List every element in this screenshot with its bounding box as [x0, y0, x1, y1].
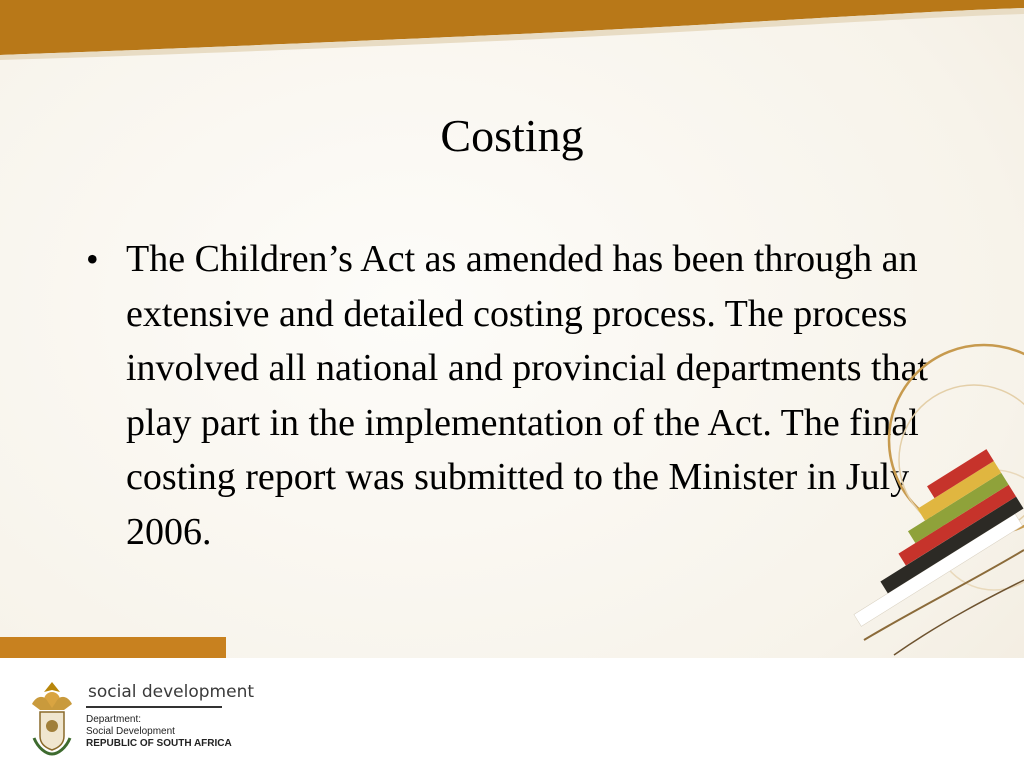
logo-divider — [86, 706, 222, 708]
bullet-item: The Children’s Act as amended has been through an extensive and detailed costing process. The process involved all national and provincial departments that play part in the implementation of the Act. The final costing report was submitted to the Minister in July 2006. — [126, 238, 928, 553]
footer-accent-strip — [0, 637, 226, 658]
logo-wordmark: social development — [88, 682, 255, 702]
department-label — [86, 714, 232, 750]
beadwork-decoration — [824, 320, 1024, 660]
footer — [0, 658, 1024, 768]
top-decorative-band — [0, 0, 1024, 60]
dept-line-2: Social Development — [86, 726, 175, 737]
slide-title: Costing — [440, 110, 584, 161]
coat-of-arms-icon — [24, 678, 80, 758]
bullet-marker: • — [86, 239, 99, 279]
dept-line-1: Department: — [86, 714, 142, 725]
dept-line-3: REPUBLIC OF SOUTH AFRICA — [86, 738, 232, 749]
